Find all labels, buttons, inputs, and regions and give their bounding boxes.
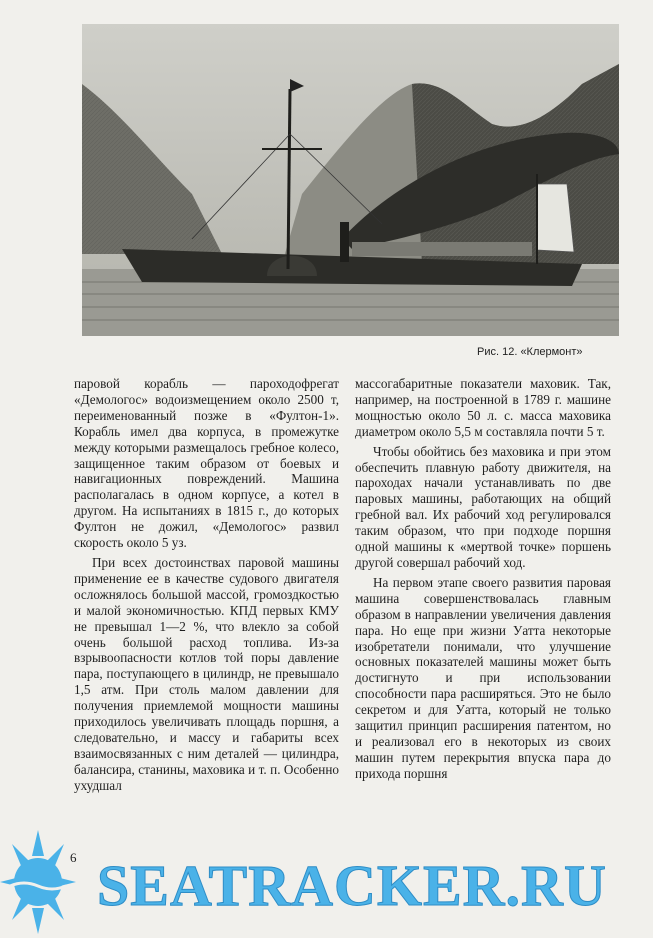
paragraph: паровой корабль — пароходофрегат «Демологос» водоизмещением около 2500 т, переименованный позже в «Фултон-1». Корабль имел два корпуса, в промежутке между которыми размещалось гребное колесо, защищенное таким образом от боевых и навигационных повреждений. Машина располагалась в одном корпусе, а котел в другом. На испытаниях в 1815 г., до которых Фултон не дожил, «Демологос» развил скорость около 5 уз. (74, 376, 339, 551)
text-column-left (74, 376, 339, 794)
sun-wave-logo-icon (0, 826, 110, 938)
figure-image (82, 24, 619, 336)
paragraph: Чтобы обойтись без маховика и при этом обеспечить плавную работу движителя, на пароходах начали устанавливать по две паровых машины, работающих на общий гребной вал. Их рабочий ход регулировался таким образом, что при подходе поршня одной машины к «мертвой точке» поршень другой совершал рабочий ход. (355, 443, 611, 570)
page-number: 6 (70, 850, 77, 865)
paragraph: На первом этапе своего развития паровая машина совершенствовалась главным образом в направлении увеличения давления пара. Но еще при жизни Уатта некоторые изобретатели понимали, что улучшение основных показателей машины может быть достигнуто и при использовании способности пара расширяться. Это не было секретом и для Уатта, который не только защитил принцип расширения патентом, но и реализовал его в некоторых из своих машин путем перекрытия впуска пара до прихода поршня (355, 574, 611, 781)
paragraph: При всех достоинствах паровой машины применение ее в качестве судового двигателя осложнялось большой массой, громоздкостью и малой экономичностью. КПД первых КМУ не превышал 1—2 %, что влекло за собой очень большой расход топлива. Из-за взрывоопасности котлов той поры давление пара, поступающего в цилиндр, не превышало 1,5 атм. При столь малом давлении для получения приемлемой мощности машины приходилось увеличивать площадь поршня, а следовательно, и массу и габариты всех взаимосвязанных с ним деталей — цилиндра, балансира, станины, маховика и т. п. Особенно ухудшал (74, 554, 339, 793)
text-column-right (355, 376, 611, 782)
figure-caption: Рис. 12. «Клермонт» (477, 346, 583, 358)
steamship-engraving-icon (82, 24, 619, 336)
paragraph: массогабаритные показатели маховик. Так, например, на построенной в 1789 г. машине мощностью около 50 л. с. масса маховика диаметром около 5,5 м составляла почти 5 т. (355, 376, 611, 439)
watermark-text: SEATRACKER.RU (97, 853, 607, 918)
